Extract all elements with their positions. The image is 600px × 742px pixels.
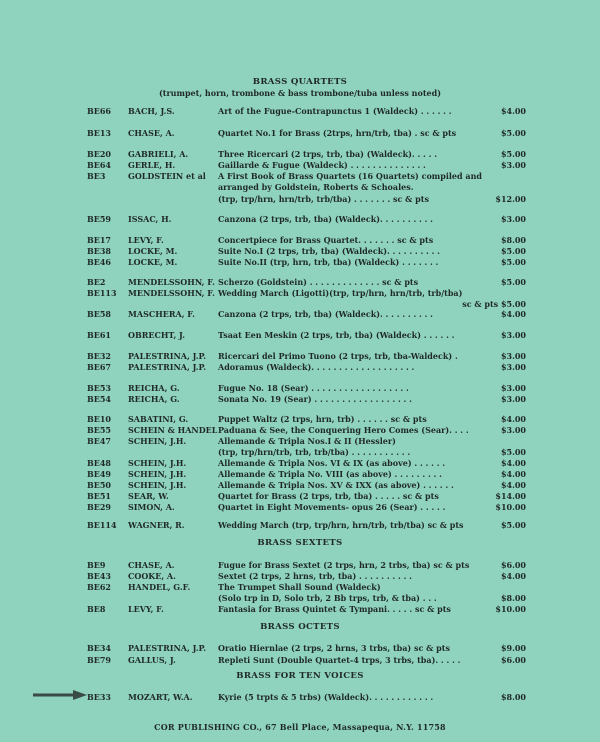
- catalog-number: BE20: [87, 149, 111, 159]
- catalog-number: BE9: [87, 560, 106, 570]
- composer-name: LOCKE, M.: [128, 246, 178, 256]
- catalog-entry: [0, 692, 600, 703]
- price: $3.00: [500, 362, 526, 372]
- work-description: The Trumpet Shall Sound (Waldeck): [218, 582, 381, 592]
- composer-name: GOLDSTEIN et al: [128, 171, 206, 181]
- price: $4.00: [500, 414, 526, 424]
- composer-name: PALESTRINA, J.P.: [128, 362, 206, 372]
- price: $4.00: [500, 309, 526, 319]
- catalog-number: BE58: [87, 309, 111, 319]
- catalog-entry: [0, 235, 600, 246]
- composer-name: LEVY, F.: [128, 235, 164, 245]
- work-description: Canzona (2 trps, trb, tba) (Waldeck). . . . . . . . . .: [218, 309, 433, 319]
- catalog-entry: [0, 414, 600, 425]
- catalog-entry: [0, 655, 600, 666]
- work-description: Art of the Fugue-Contrapunctus 1 (Waldeck) . . . . . .: [218, 106, 452, 116]
- composer-name: SABATINI, G.: [128, 414, 189, 424]
- work-description: Scherzo (Goldstein) . . . . . . . . . . . . . sc & pts: [218, 277, 419, 287]
- publisher-footer: COR PUBLISHING CO., 67 Bell Place, Massapequa, N.Y. 11758: [154, 722, 446, 732]
- work-description: Quartet for Brass (2 trps, trb, tba) . . . . . sc & pts: [218, 491, 439, 501]
- work-description: Concertpiece for Brass Quartet. . . . . . . sc & pts: [218, 235, 434, 245]
- catalog-number: BE54: [87, 394, 111, 404]
- arrow-icon: [33, 690, 87, 700]
- catalog-number: BE33: [87, 692, 111, 702]
- catalog-entry: [0, 257, 600, 268]
- price: $5.00: [500, 277, 526, 287]
- catalog-entry: [0, 288, 600, 299]
- composer-name: REICHA, G.: [128, 394, 180, 404]
- catalog-entry: [0, 106, 600, 117]
- price: $5.00: [500, 149, 526, 159]
- catalog-entry: [0, 480, 600, 491]
- catalog-entry: [0, 182, 600, 193]
- catalog-number: BE8: [87, 604, 106, 614]
- price: $3.00: [500, 425, 526, 435]
- composer-name: HANDEL, G.F.: [128, 582, 191, 592]
- work-description: Three Ricercari (2 trps, trb, tba) (Waldeck). . . . .: [218, 149, 437, 159]
- work-description: Allemande & Tripla Nos.I & II (Hessler): [218, 436, 396, 446]
- work-description: A First Book of Brass Quartets (16 Quartets) compiled and: [218, 171, 482, 181]
- work-description: Suite No.II (trp, hrn, trb, tba) (Waldeck) . . . . . . .: [218, 257, 439, 267]
- work-description: arranged by Goldstein, Roberts & Schoales.: [218, 182, 414, 192]
- price: $3.00: [500, 160, 526, 170]
- work-description: Quartet in Eight Movements- opus 26 (Sear) . . . . .: [218, 502, 446, 512]
- work-description: Sextet (2 trps, 2 hrns, trb, tba) . . . . . . . . . .: [218, 571, 412, 581]
- work-description: Adoramus (Waldeck). . . . . . . . . . . . . . . . . . .: [218, 362, 415, 372]
- catalog-entry: [0, 309, 600, 320]
- composer-name: ISSAC, H.: [128, 214, 172, 224]
- price: $5.00: [500, 257, 526, 267]
- work-description: Fantasia for Brass Quintet & Tympani. . . . . sc & pts: [218, 604, 451, 614]
- section-title-octets: BRASS OCTETS: [260, 622, 340, 632]
- catalog-number: BE43: [87, 571, 111, 581]
- price: $6.00: [500, 655, 526, 665]
- work-description: Puppet Waltz (2 trps, hrn, trb) . . . . . . sc & pts: [218, 414, 427, 424]
- catalog-number: BE59: [87, 214, 111, 224]
- catalog-entry: [0, 394, 600, 405]
- price: $3.00: [500, 394, 526, 404]
- composer-name: PALESTRINA, J.P.: [128, 643, 206, 653]
- work-description: Kyrie (5 trpts & 5 trbs) (Waldeck). . . . . . . . . . . .: [218, 692, 434, 702]
- composer-name: WAGNER, R.: [128, 520, 185, 530]
- work-description: Fugue No. 18 (Sear) . . . . . . . . . . . . . . . . . .: [218, 383, 409, 393]
- price: $4.00: [500, 571, 526, 581]
- price: $10.00: [495, 604, 526, 614]
- section-title-quartets: BRASS QUARTETS: [252, 77, 348, 87]
- work-description: Repleti Sunt (Double Quartet-4 trps, 3 trbs, tba). . . . .: [218, 655, 461, 665]
- section-subtitle-quartets: (trumpet, horn, trombone & bass trombone/tuba unless noted): [158, 88, 441, 98]
- price: sc & pts $5.00: [462, 299, 526, 309]
- work-description: Sonata No. 19 (Sear) . . . . . . . . . . . . . . . . . .: [218, 394, 412, 404]
- composer-name: MENDELSSOHN, F.: [128, 277, 215, 287]
- composer-name: MASCHERA, F.: [128, 309, 195, 319]
- price: $8.00: [500, 235, 526, 245]
- catalog-number: BE49: [87, 469, 111, 479]
- composer-name: CHASE, A.: [128, 560, 175, 570]
- composer-name: SCHEIN, J.H.: [128, 469, 187, 479]
- composer-name: SCHEIN, J.H.: [128, 436, 187, 446]
- catalog-entry: [0, 383, 600, 394]
- composer-name: OBRECHT, J.: [128, 330, 185, 340]
- price: $14.00: [495, 491, 526, 501]
- catalog-entry: [0, 277, 600, 288]
- catalog-entry: [0, 149, 600, 160]
- catalog-number: BE3: [87, 171, 106, 181]
- composer-name: PALESTRINA, J.P.: [128, 351, 206, 361]
- composer-name: GERLE, H.: [128, 160, 176, 170]
- catalog-entry: [0, 447, 600, 458]
- composer-name: MENDELSSOHN, F.: [128, 288, 215, 298]
- price: $4.00: [500, 480, 526, 490]
- composer-name: SCHEIN, J.H.: [128, 458, 187, 468]
- work-description: Wedding March (trp, trp/hrn, hrn/trb, trb/tba) sc & pts: [218, 520, 464, 530]
- work-description: Fugue for Brass Sextet (2 trps, hrn, 2 trbs, tba) sc & pts: [218, 560, 470, 570]
- composer-name: CHASE, A.: [128, 128, 175, 138]
- catalog-entry: [0, 593, 600, 604]
- catalog-number: BE46: [87, 257, 111, 267]
- catalog-entry: [0, 520, 600, 531]
- catalog-number: BE17: [87, 235, 111, 245]
- catalog-number: BE2: [87, 277, 106, 287]
- composer-name: MOZART, W.A.: [128, 692, 193, 702]
- catalog-entry: [0, 582, 600, 593]
- work-description: Allemande & Tripla Nos. XV & IXX (as above) . . . . . .: [218, 480, 454, 490]
- price: $3.00: [500, 383, 526, 393]
- price: $3.00: [500, 351, 526, 361]
- catalog-number: BE32: [87, 351, 111, 361]
- price: $8.00: [500, 692, 526, 702]
- work-description: Paduana & See, the Conquering Hero Comes (Sear). . . .: [218, 425, 469, 435]
- composer-name: SIMON, A.: [128, 502, 175, 512]
- catalog-number: BE53: [87, 383, 111, 393]
- work-description: Suite No.I (2 trps, trb, tba) (Waldeck). . . . . . . . . .: [218, 246, 440, 256]
- catalog-number: BE67: [87, 362, 111, 372]
- price: $4.00: [500, 469, 526, 479]
- catalog-number: BE38: [87, 246, 111, 256]
- work-description: Allemande & Tripla No. VIII (as above) . . . . . . . . .: [218, 469, 442, 479]
- price: $4.00: [500, 458, 526, 468]
- section-title-ten-voices: BRASS FOR TEN VOICES: [236, 671, 364, 681]
- catalog-entry: [0, 330, 600, 341]
- price: $5.00: [500, 246, 526, 256]
- catalog-number: BE48: [87, 458, 111, 468]
- price: $5.00: [500, 447, 526, 457]
- catalog-entry: [0, 560, 600, 571]
- work-description: (trp, trp/hrn/trb, trb, trb/tba) . . . . . . . . . . .: [218, 447, 411, 457]
- catalog-number: BE79: [87, 655, 111, 665]
- work-description: Oratio Hiernlae (2 trps, 2 hrns, 3 trbs, tba) sc & pts: [218, 643, 450, 653]
- section-title-sextets: BRASS SEXTETS: [257, 538, 343, 548]
- catalog-entry: [0, 571, 600, 582]
- catalog-number: BE114: [87, 520, 117, 530]
- work-description: Wedding March (Ligotti)(trp, trp/hrn, hrn/trb, trb/tba): [218, 288, 463, 298]
- composer-name: SEAR, W.: [128, 491, 169, 501]
- catalog-number: BE66: [87, 106, 111, 116]
- price: $6.00: [500, 560, 526, 570]
- composer-name: SCHEIN, J.H.: [128, 480, 187, 490]
- catalog-number: BE113: [87, 288, 117, 298]
- catalog-number: BE10: [87, 414, 111, 424]
- catalog-number: BE55: [87, 425, 111, 435]
- composer-name: COOKE, A.: [128, 571, 176, 581]
- price: $8.00: [500, 593, 526, 603]
- work-description: (Solo trp in D, Solo trb, 2 Bb trps, trb, & tba) . . .: [218, 593, 437, 603]
- catalog-entry: [0, 160, 600, 171]
- price: $5.00: [500, 128, 526, 138]
- work-description: Quartet No.1 for Brass (2trps, hrn/trb, tba) . sc & pts: [218, 128, 457, 138]
- catalog-entry: [0, 425, 600, 436]
- composer-name: GABRIELI, A.: [128, 149, 189, 159]
- catalog-entry: [0, 491, 600, 502]
- composer-name: GALLUS, J.: [128, 655, 176, 665]
- work-description: Tsaat Een Meskin (2 trps, trb, tba) (Waldeck) . . . . . .: [218, 330, 455, 340]
- catalog-entry: [0, 436, 600, 447]
- work-description: (trp, trp/hrn, hrn/trb, trb/tba) . . . . . . . sc & pts: [218, 194, 429, 204]
- composer-name: BACH, J.S.: [128, 106, 175, 116]
- composer-name: LEVY, F.: [128, 604, 164, 614]
- catalog-entry: [0, 246, 600, 257]
- work-description: Allemande & Tripla Nos. VI & IX (as above) . . . . . .: [218, 458, 446, 468]
- catalog-number: BE13: [87, 128, 111, 138]
- work-description: Gaillarde & Fugue (Waldeck) . . . . . . . . . . . . . .: [218, 160, 426, 170]
- catalog-number: BE29: [87, 502, 111, 512]
- catalog-number: BE34: [87, 643, 111, 653]
- composer-name: REICHA, G.: [128, 383, 180, 393]
- work-description: Canzona (2 trps, trb, tba) (Waldeck). . . . . . . . . .: [218, 214, 433, 224]
- price: $10.00: [495, 502, 526, 512]
- catalog-entry: [0, 128, 600, 139]
- catalog-number: BE64: [87, 160, 111, 170]
- catalog-entry: [0, 171, 600, 182]
- catalog-entry: [0, 194, 600, 205]
- composer-name: LOCKE, M.: [128, 257, 178, 267]
- catalog-number: BE47: [87, 436, 111, 446]
- work-description: Ricercari del Primo Tuono (2 trps, trb, tba-Waldeck) .: [218, 351, 458, 361]
- catalog-entry: [0, 469, 600, 480]
- catalog-entry: [0, 362, 600, 373]
- price: $4.00: [500, 106, 526, 116]
- price: $9.00: [500, 643, 526, 653]
- catalog-entry: [0, 351, 600, 362]
- composer-name: SCHEIN & HANDEL: [128, 425, 218, 435]
- price: $3.00: [500, 214, 526, 224]
- catalog-entry: [0, 458, 600, 469]
- price: $12.00: [495, 194, 526, 204]
- price: $5.00: [500, 520, 526, 530]
- catalog-entry: [0, 604, 600, 615]
- catalog-entry: [0, 643, 600, 654]
- catalog-entry: [0, 214, 600, 225]
- catalog-number: BE61: [87, 330, 111, 340]
- catalog-entry: [0, 502, 600, 513]
- catalog-number: BE51: [87, 491, 111, 501]
- catalog-number: BE50: [87, 480, 111, 490]
- price: $3.00: [500, 330, 526, 340]
- catalog-number: BE62: [87, 582, 111, 592]
